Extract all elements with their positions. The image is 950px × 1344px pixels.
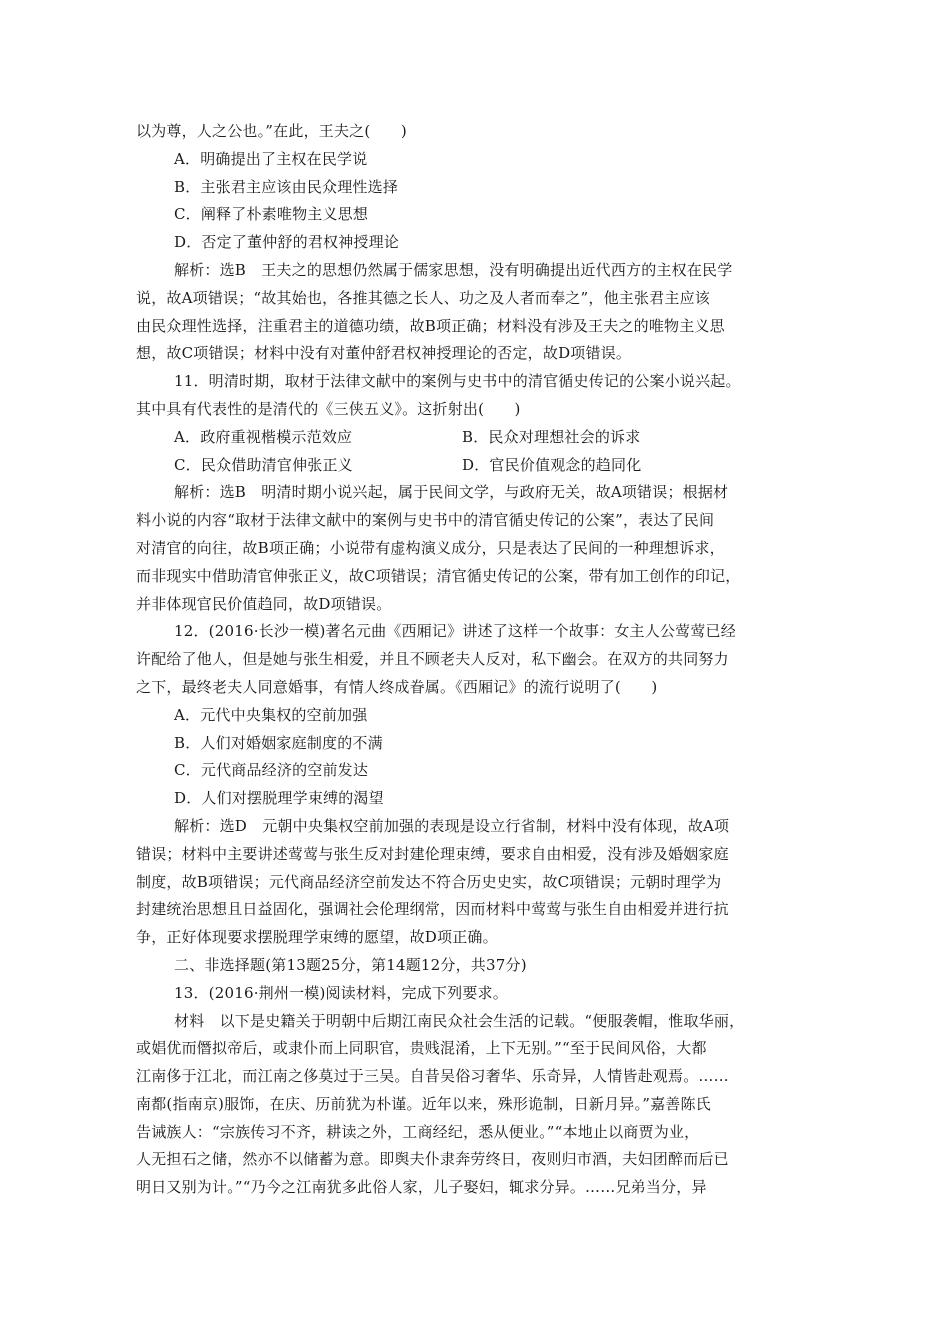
question-12-option-c: C．元代商品经济的空前发达	[174, 761, 369, 780]
question-12-analysis: 解析：选D 元朝中央集权空前加强的表现是设立行省制，材料中没有体现，故A项	[174, 816, 730, 835]
question-11-options-row	[136, 452, 826, 480]
question-10-analysis: 说，故A项错误；“故其始也，各推其德之长人、功之及人者而奉之”，他主张君主应该	[136, 288, 710, 307]
question-11-analysis: 解析：选B 明清时期小说兴起，属于民间文学，与政府无关，故A项错误；根据材	[174, 483, 729, 502]
question-13-material: 南都(指南京)服饰，在庆、历前犹为朴谨。近年以来，殊形诡制，日新月异。”嘉善陈氏	[136, 1094, 711, 1113]
question-13-material: 或娼优而僭拟帝后，或隶仆而上同职官，贵贱混淆，上下无别。”“至于民间风俗，大都	[136, 1039, 707, 1058]
question-11-analysis: 对清官的向往，故B项正确；小说带有虚构演义成分，只是表达了民间的一种理想诉求，	[136, 538, 725, 557]
question-13-material: 明日又别为计。”“乃今之江南犹多此俗人家，儿子娶妇，辄求分异。……兄弟当分，异	[136, 1178, 707, 1197]
question-12-analysis: 争，正好体现要求摆脱理学束缚的愿望，故D项正确。	[136, 928, 498, 947]
question-10-stem-tail: 以为尊，人之公也。”在此，王夫之( )	[136, 122, 407, 140]
question-12-option-b: B．人们对婚姻家庭制度的不满	[174, 733, 383, 752]
question-13-material: 告诫族人：“宗族传习不齐，耕读之外，工商经纪，悉从便业。”“本地止以商贾为业，	[136, 1122, 700, 1141]
question-12-option-d: D．人们对摆脱理学束缚的渴望	[174, 789, 384, 808]
question-11-option-a: A．政府重视楷模示范效应	[174, 427, 353, 446]
question-11-analysis: 料小说的内容“取材于法律文献中的案例与史书中的清官循史传记的公案”，表达了民间	[136, 511, 715, 530]
question-11-stem: 其中具有代表性的是清代的《三侠五义》。这折射出( )	[136, 399, 521, 418]
question-11-options-row	[136, 424, 826, 452]
question-11-analysis: 并非体现官民价值趋同，故D项错误。	[136, 594, 392, 613]
question-13-material: 人无担石之储，然亦不以储蓄为意。即舆夫仆隶奔劳终日，夜则归市酒，夫妇团醉而后已	[136, 1150, 729, 1169]
question-12-analysis: 制度，故B项错误；元代商品经济空前发达不符合历史史实，故C项错误；元朝时理学为	[136, 872, 722, 891]
question-10-analysis: 解析：选B 王夫之的思想仍然属于儒家思想，没有明确提出近代西方的主权在民学	[174, 260, 733, 279]
question-11-stem: 11．明清时期，取材于法律文献中的案例与史书中的清官循史传记的公案小说兴起。	[174, 372, 741, 391]
question-12-stem: 许配给了他人，但是她与张生相爱，并且不顾老夫人反对，私下幽会。在双方的共同努力	[136, 650, 729, 669]
question-12-analysis: 错误；材料中主要讲述莺莺与张生反对封建伦理束缚，要求自由相爱，没有涉及婚姻家庭	[136, 844, 729, 863]
question-10-option-a: A．明确提出了主权在民学说	[174, 149, 368, 168]
question-12-analysis: 封建统治思想且日益固化，强调社会伦理纲常，因而材料中莺莺与张生自由相爱并进行抗	[136, 900, 729, 919]
question-13-material: 材料 以下是史籍关于明朝中后期江南民众社会生活的记载。“便服袭帽，惟取华丽，	[174, 1011, 745, 1030]
question-11-analysis: 而非现实中借助清官伸张正义，故C项错误；清官循史传记的公案，带有加工创作的印记，	[136, 566, 741, 585]
question-10-option-c: C．阐释了朴素唯物主义思想	[174, 205, 369, 224]
question-12-stem: 之下，最终老夫人同意婚事，有情人终成眷属。《西厢记》的流行说明了( )	[136, 677, 658, 696]
question-11-option-b: B．民众对理想社会的诉求	[462, 427, 641, 446]
question-11-option-c: C．民众借助清官伸张正义	[174, 455, 353, 474]
question-13-material: 江南侈于江北，而江南之侈莫过于三吴。自昔吴俗习奢华、乐奇异，人情皆赴观焉。……	[136, 1067, 729, 1086]
question-10-option-b: B．主张君主应该由民众理性选择	[174, 177, 399, 196]
question-10-option-d: D．否定了董仲舒的君权神授理论	[174, 233, 400, 252]
question-13-stem: 13．(2016·荆州一模)阅读材料，完成下列要求。	[174, 983, 508, 1002]
question-11-option-d: D．官民价值观念的趋同化	[462, 455, 642, 474]
section-heading: 二、非选择题(第13题25分，第14题12分，共37分)	[174, 955, 527, 974]
question-12-stem: 12．(2016·长沙一模)著名元曲《西厢记》讲述了这样一个故事：女主人公莺莺已经	[174, 622, 736, 641]
question-10-analysis: 由民众理性选择，注重君主的道德功绩，故B项正确；材料没有涉及王夫之的唯物主义思	[136, 316, 725, 335]
question-10-analysis: 想，故C项错误；材料中没有对董仲舒君权神授理论的否定，故D项错误。	[136, 344, 632, 363]
question-12-option-a: A．元代中央集权的空前加强	[174, 705, 368, 724]
document-body	[136, 118, 826, 1202]
